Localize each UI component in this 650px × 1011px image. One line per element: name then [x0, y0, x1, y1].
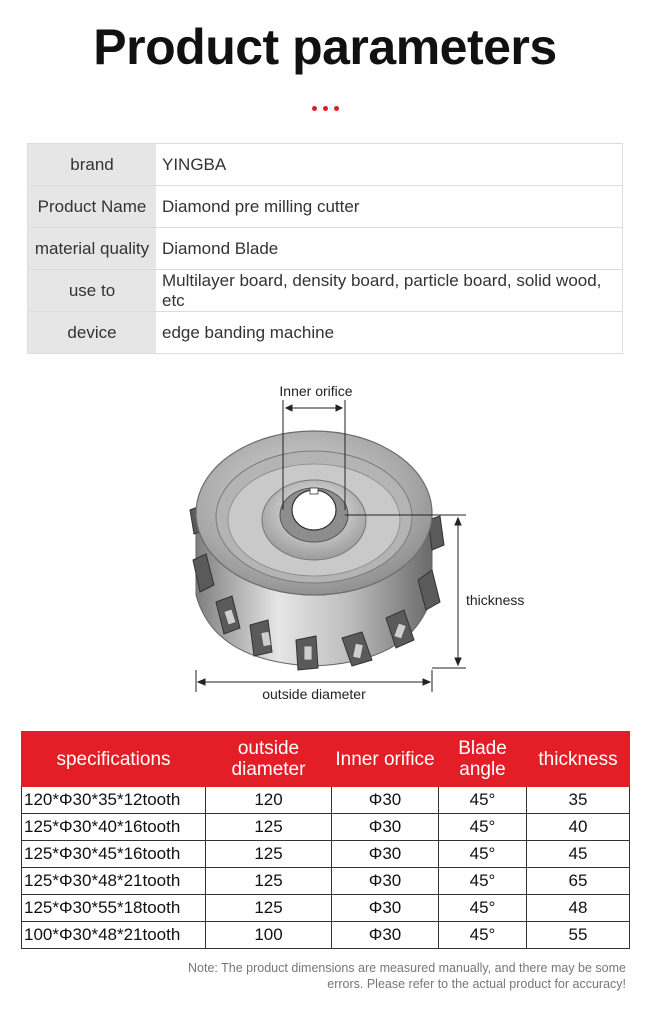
- cell-inner-orifice: Φ30: [332, 868, 439, 895]
- table-row: [22, 841, 630, 868]
- table-row: [22, 895, 630, 922]
- specifications-header-row: [22, 732, 630, 787]
- cell-specification: 125*Φ30*55*18tooth: [22, 895, 206, 922]
- param-label: Product Name: [28, 186, 157, 228]
- table-row: [22, 814, 630, 841]
- cell-outside-diameter: 125: [206, 841, 332, 868]
- param-row-brand: [28, 144, 623, 186]
- cell-blade-angle: 45°: [439, 814, 527, 841]
- param-label: material quality: [28, 228, 157, 270]
- cell-inner-orifice: Φ30: [332, 814, 439, 841]
- header-outside-diameter: outside diameter: [206, 732, 332, 787]
- cell-outside-diameter: 125: [206, 895, 332, 922]
- cutter-dimension-diagram: [0, 370, 650, 710]
- cell-thickness: 48: [527, 895, 630, 922]
- param-label: use to: [28, 270, 157, 312]
- table-row: [22, 868, 630, 895]
- param-row-use: [28, 270, 623, 312]
- cell-blade-angle: 45°: [439, 787, 527, 814]
- cell-inner-orifice: Φ30: [332, 895, 439, 922]
- cell-specification: 125*Φ30*48*21tooth: [22, 868, 206, 895]
- cell-blade-angle: 45°: [439, 868, 527, 895]
- cell-specification: 125*Φ30*40*16tooth: [22, 814, 206, 841]
- param-value: Multilayer board, density board, particle board, solid wood, etc: [156, 270, 623, 312]
- cell-blade-angle: 45°: [439, 922, 527, 949]
- inner-orifice-label: Inner orifice: [279, 383, 353, 399]
- param-row-product-name: [28, 186, 623, 228]
- milling-cutter-illustration: [190, 431, 444, 670]
- specifications-table: [21, 731, 630, 949]
- cell-thickness: 35: [527, 787, 630, 814]
- header-specifications: specifications: [22, 732, 206, 787]
- cell-inner-orifice: Φ30: [332, 787, 439, 814]
- cell-thickness: 55: [527, 922, 630, 949]
- param-row-material: [28, 228, 623, 270]
- header-inner-orifice: Inner orifice: [332, 732, 439, 787]
- outside-diameter-label: outside diameter: [262, 686, 366, 702]
- header-thickness: thickness: [527, 732, 630, 787]
- cell-inner-orifice: Φ30: [332, 841, 439, 868]
- param-label: device: [28, 312, 157, 354]
- param-value: Diamond Blade: [156, 228, 623, 270]
- measurement-note: Note: The product dimensions are measured manually, and there may be some errors. Please refer to the actual product for accuracy!: [188, 961, 626, 991]
- title-dots-decoration: [0, 106, 650, 111]
- header-blade-angle: Blade angle: [439, 732, 527, 787]
- cell-blade-angle: 45°: [439, 895, 527, 922]
- param-value: edge banding machine: [156, 312, 623, 354]
- param-value: YINGBA: [156, 144, 623, 186]
- thickness-label: thickness: [466, 592, 525, 608]
- cell-blade-angle: 45°: [439, 841, 527, 868]
- cell-specification: 100*Φ30*48*21tooth: [22, 922, 206, 949]
- param-value: Diamond pre milling cutter: [156, 186, 623, 228]
- parameter-table: [27, 143, 623, 354]
- table-row: [22, 787, 630, 814]
- cell-specification: 125*Φ30*45*16tooth: [22, 841, 206, 868]
- cell-thickness: 65: [527, 868, 630, 895]
- cell-thickness: 45: [527, 841, 630, 868]
- cell-outside-diameter: 100: [206, 922, 332, 949]
- cell-inner-orifice: Φ30: [332, 922, 439, 949]
- param-row-device: [28, 312, 623, 354]
- cell-thickness: 40: [527, 814, 630, 841]
- cell-outside-diameter: 125: [206, 814, 332, 841]
- cell-outside-diameter: 125: [206, 868, 332, 895]
- page-title: Product parameters: [93, 19, 557, 75]
- table-row: [22, 922, 630, 949]
- cell-specification: 120*Φ30*35*12tooth: [22, 787, 206, 814]
- cell-outside-diameter: 120: [206, 787, 332, 814]
- param-label: brand: [28, 144, 157, 186]
